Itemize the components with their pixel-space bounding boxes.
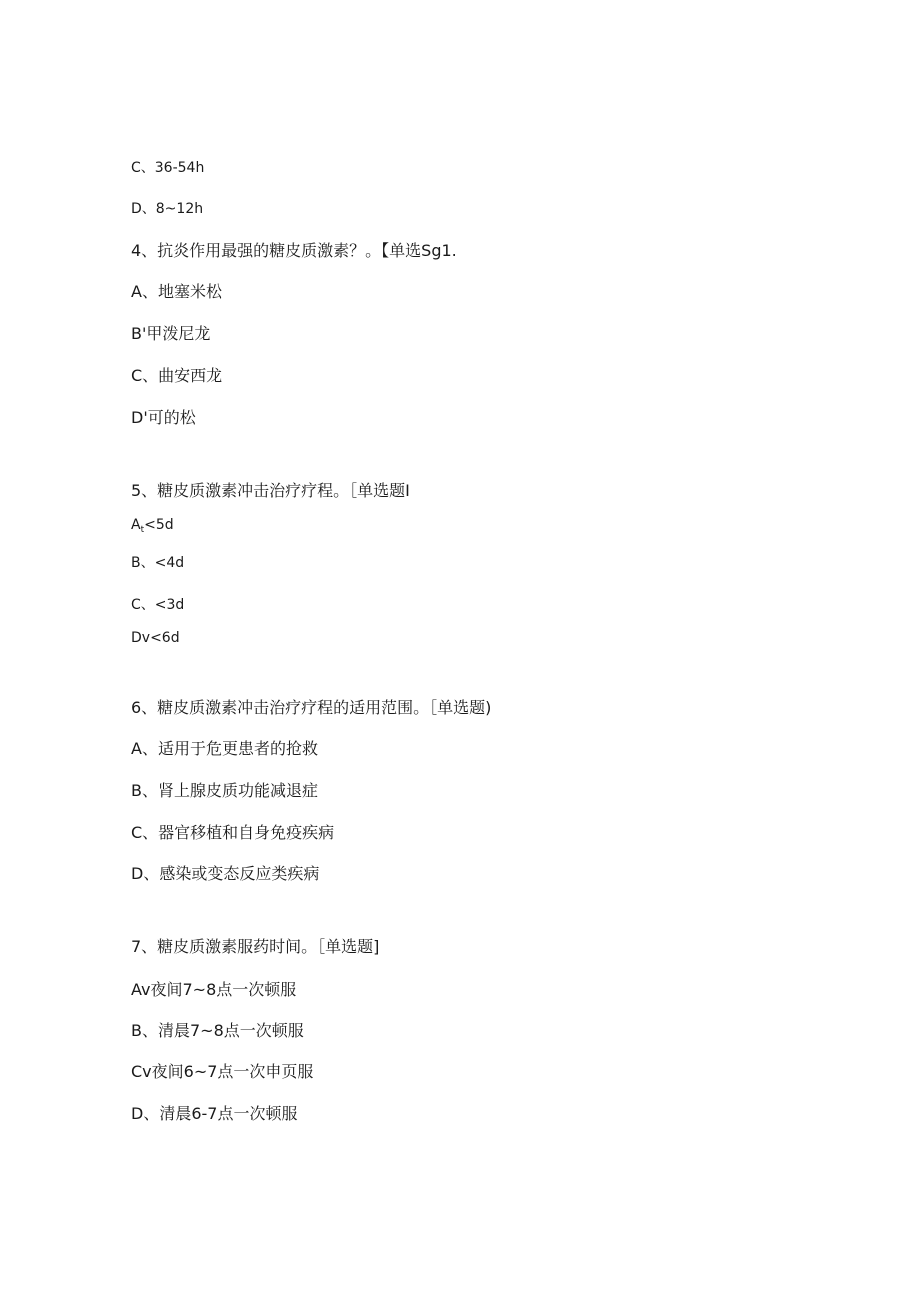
option-c-q7: Cv夜间6~7点一次申页服 <box>131 1062 314 1081</box>
question-6: 6、糖皮质激素冲击治疗疗程的适用范围。［单选题) <box>131 698 492 717</box>
option-b-q5: B、<4d <box>131 555 185 571</box>
option-b-q4: B'甲泼尼龙 <box>131 324 211 343</box>
option-c-q5: C、<3d <box>131 597 185 613</box>
option-d-q6: D、感染或变态反应类疾病 <box>131 864 320 883</box>
option-a-q5 <box>131 515 174 540</box>
question-7: 7、糖皮质激素服药时间。［单选题] <box>131 937 380 956</box>
option-d-q7: D、清晨6-7点一次顿服 <box>131 1104 298 1123</box>
option-a-q5-value: <5d <box>144 517 174 533</box>
option-c-q6: C、器官移植和自身免疫疾病 <box>131 823 335 842</box>
option-a-q6: A、适用于危更患者的抢救 <box>131 739 318 758</box>
question-4: 4、抗炎作用最强的糖皮质激素？。【单选Sg1. <box>131 241 457 260</box>
question-5: 5、糖皮质激素冲击治疗疗程。［单选题I <box>131 481 410 500</box>
option-a-q7: Av夜间7~8点一次顿服 <box>131 980 297 999</box>
option-b-q6: B、肾上腺皮质功能减退症 <box>131 781 318 800</box>
option-d-q5: Dv<6d <box>131 630 180 646</box>
option-a-q5-letter: A <box>131 517 141 533</box>
option-a-q4: A、地塞米松 <box>131 282 222 301</box>
option-c-q3: C、36-54h <box>131 160 205 176</box>
option-d-q3: D、8~12h <box>131 201 204 217</box>
option-d-q4: D'可的松 <box>131 408 196 427</box>
option-a-q5-subscript: t <box>140 525 145 535</box>
option-b-q7: B、清晨7~8点一次顿服 <box>131 1021 304 1040</box>
option-c-q4: C、曲安西龙 <box>131 366 223 385</box>
